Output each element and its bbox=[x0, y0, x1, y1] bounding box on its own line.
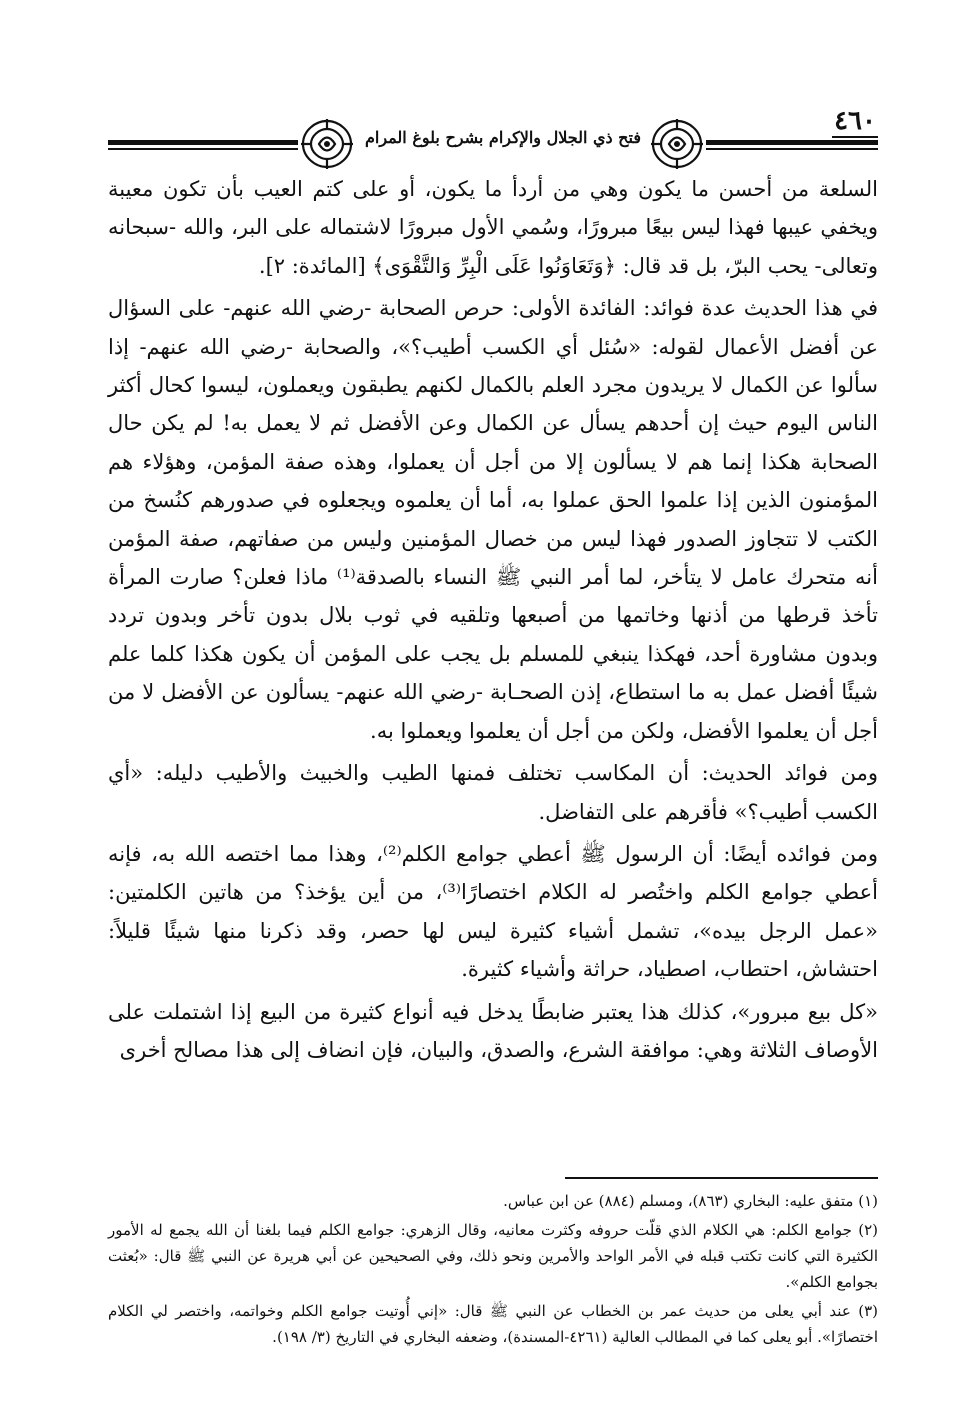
header-rule-right bbox=[706, 140, 878, 145]
paragraph: في هذا الحديث عدة فوائد: الفائدة الأولى: حرص الصحابة -رضي الله عنهم- على السؤال عن أفضل الأعمال لقوله: «سُئل أي الكسب أطيب؟»، والصحابة -رضي الله عنهم- إذا سألوا عن الكمال لا يريدون مجرد العلم بالكمال لكنهم يطبقون ويعملون، ليسوا كحال أكثر الناس اليوم حيث إن أحدهم يسأل عن الكمال وعن الأفضل ثم لا يعمل به! لم يكن حال الصحابة هكذا إنما هم لا يسألون إلا من أجل أن يعملوا، وهذه صفة المؤمن، وهؤلاء هم المؤمنون الذين إذا علموا الحق عملوا به، أما أن يعلموه ويجعلوه في صدورهم كنُسخ من الكتب لا تتجاوز الصدور فهذا ليس من خصال المؤمنين وليس من صفاتهم، صفة المؤمن أنه متحرك عامل لا يتأخر، لما أمر النبي ﷺ النساء بالصدقة⁽¹⁾ ماذا فعلن؟ صارت المرأة تأخذ قرطها من أذنها وخاتمها من أصبعها وتلقيه في ثوب بلال بدون تأخر وبدون تردد وبدون مشاورة أحد، فهكذا ينبغي للمسلم بل يجب على المؤمن أن يكون هكذا كلما علم شيئًا أفضل عمل به ما استطاع، إذن الصحـابة -رضي الله عنهم- يسألون عن الأفضل لا من أجل أن يعلموا الأفضل، ولكن من أجل أن يعلموا ويعملوا به. bbox=[108, 296, 878, 743]
paragraph: ومن فوائد الحديث: أن المكاسب تختلف فمنها الطيب والخبيث والأطيب دليله: «أي الكسب أطيب؟» فأقرهم على التفاضل. bbox=[108, 761, 878, 824]
ornament-left-icon bbox=[298, 116, 356, 172]
book-title: فتح ذي الجلال والإكرام بشرح بلوغ المرام bbox=[365, 128, 641, 147]
page-header bbox=[108, 108, 878, 174]
header-rule-left-thin bbox=[108, 148, 298, 150]
paragraph: «كل بيع مبرور»، كذلك هذا يعتبر ضابطًا يدخل فيه أنواع كثيرة من البيع إذا اشتملت على الأوصاف الثلاثة وهي: موافقة الشرع، والصدق، والبيان، فإن انضاف إلى هذا مصالح أخرى bbox=[108, 999, 878, 1062]
footnote: (٣) عند أبي يعلى من حديث عمر بن الخطاب عن النبي ﷺ قال: «إني أُوتيت جوامع الكلم وخواتمه، واختصر لي الكلام اختصارًا». أبو يعلى كما في المطالب العالية (٤٢٦١-المسندة)، وضعفه البخاري في التاريخ (٣/ ١٩٨). bbox=[108, 1302, 878, 1346]
ornament-right-icon bbox=[648, 116, 706, 172]
paragraph: السلعة من أحسن ما يكون وهي من أردأ ما يكون، أو على كتم العيب بأن تكون معيبة ويخفي عيبها فهذا ليس بيعًا مبرورًا، وسُمي الأول مبرورًا لاشتماله على البر، والله -سبحانه وتعالى- يحب البرّ، بل قد قال: ﴿وَتَعَاوَنُوا عَلَى الْبِرِّ وَالتَّقْوَى﴾ [المائدة: ٢]. bbox=[108, 177, 878, 278]
header-rule-right-thin bbox=[706, 148, 878, 150]
header-rule-left bbox=[108, 140, 298, 145]
footnote-divider bbox=[565, 1177, 878, 1179]
footnotes bbox=[108, 1188, 878, 1353]
paragraph: ومن فوائده أيضًا: أن الرسول ﷺ أعطي جوامع الكلم⁽²⁾، وهذا مما اختصه الله به، فإنه أعطي جوامع الكلم واختُصر له الكلام اختصارًا⁽³⁾، من أين يؤخذ؟ من هاتين الكلمتين: «عمل الرجل بيده»، تشمل أشياء كثيرة ليس لها حصر، وقد ذكرنا منها شيئًا قليلاً: احتشاش، احتطاب، اصطياد، حراثة وأشياء كثيرة. bbox=[108, 841, 878, 982]
footnote: (٢) جوامع الكلم: هي الكلام الذي قلّت حروفه وكثرت معانيه، وقال الزهري: جوامع الكلم فيما بلغنا أن الله يجمع له الأمور الكثيرة التي كانت تكتب قبله في الأمر الواحد والأمرين ونحو ذلك، وفي الصحيحين عن أبي هريرة عن النبي ﷺ قال: «بُعثت بجوامع الكلم». bbox=[108, 1221, 878, 1291]
main-text bbox=[108, 170, 878, 1069]
footnote: (١) متفق عليه: البخاري (٨٦٣)، ومسلم (٨٨٤) عن ابن عباس. bbox=[503, 1192, 878, 1210]
page-number: ٤٦٠ bbox=[834, 106, 876, 136]
